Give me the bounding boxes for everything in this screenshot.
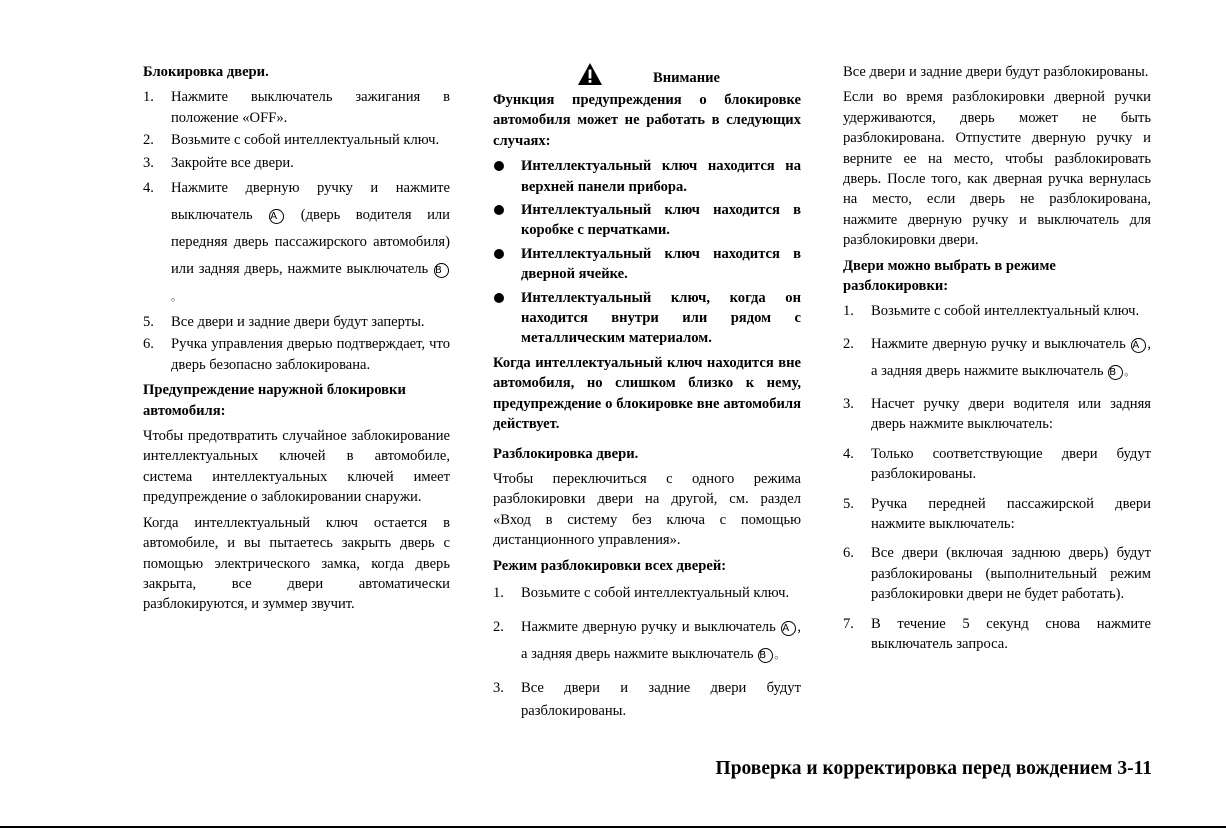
switch-a-marker-icon: A	[269, 209, 284, 224]
bullet-icon	[494, 205, 504, 215]
heading-external-lock-warning: Предупреждение наружной блокировки автомобиля:	[143, 382, 406, 419]
column-left	[143, 62, 450, 620]
list-item: Интеллектуальный ключ, когда он находится внутри или рядом с металлическим материалом.	[493, 288, 801, 349]
column-middle	[493, 62, 801, 732]
paragraph-key-inside: Когда интеллектуальный ключ остается в автомобиле, и вы пытаетесь закрыть дверь с помощью электрического замка, когда дверь закрыта, все двери автоматически разблокируются, и зуммер звучит.	[143, 514, 450, 613]
list-item: Интеллектуальный ключ находится в дверной ячейке.	[493, 244, 801, 285]
list-item: Интеллектуальный ключ находится в коробке с перчатками.	[493, 200, 801, 241]
list-item: 4. Нажмите дверную ручку и нажмите выключатель A (дверь водителя или передняя дверь пассажирского автомобиля) или задняя дверь, нажмите выключатель B。	[143, 180, 450, 304]
switch-a-marker-icon: A	[781, 621, 796, 636]
list-item: 1. Возьмите с собой интеллектуальный ключ.	[493, 584, 790, 601]
caution-bullet-list	[493, 156, 801, 349]
heading-selective-unlock: Двери можно выбрать в режиме разблокировки:	[843, 257, 1056, 295]
lock-steps-list	[143, 87, 450, 375]
switch-b-marker-icon: B	[1108, 365, 1123, 380]
selective-unlock-steps-list	[843, 301, 1151, 654]
list-item: 6. Все двери (включая заднюю дверь) будут разблокированы (выполнительный режим разблокировки двери не будет работать).	[843, 545, 1151, 603]
list-item: 3. Насчет ручку двери водителя или задняя дверь нажмите выключатель:	[843, 395, 1151, 433]
unlock-all-steps-list	[493, 581, 801, 723]
switch-b-marker-icon: B	[758, 648, 773, 663]
warning-triangle-icon	[577, 62, 603, 86]
caution-outro: Когда интеллектуальный ключ находится вне автомобиля, но слишком близко к нему, предупреждение о блокировке вне автомобиля действует.	[493, 354, 801, 433]
paragraph-handle-held: Если во время разблокировки дверной ручки удерживаются, дверь может не быть разблокирована. Отпустите дверную ручку и верните ее на место, чтобы разблокировать дверь. После того, как дверная ручка вернулась на место, если дверь не разблокирована, нажмите дверную ручку и выключатель для разблокировки двери.	[843, 89, 1151, 249]
heading-door-lock: Блокировка двери.	[143, 64, 269, 80]
paragraph-prevent-lockout: Чтобы предотвратить случайное заблокирование интеллектуальных ключей в автомобиле, система интеллектуальных ключей имеет предупреждение о заблокировании снаружи.	[143, 428, 450, 506]
switch-b-marker-icon: B	[434, 263, 449, 278]
list-item: 5. Все двери и задние двери будут заперты.	[143, 314, 425, 331]
list-item: Интеллектуальный ключ находится на верхней панели прибора.	[493, 156, 801, 197]
bullet-icon	[494, 161, 504, 171]
bullet-icon	[494, 249, 504, 259]
bottom-divider	[0, 826, 1226, 828]
list-item: 7. В течение 5 секунд снова нажмите выключатель запроса.	[843, 615, 1151, 652]
list-item: 3. Закройте все двери.	[143, 154, 294, 171]
caution-intro: Функция предупреждения о блокировке автомобиля может не работать в следующих случаях:	[493, 92, 801, 149]
list-item: 2. Нажмите дверную ручку и выключатель A , а задняя дверь нажмите выключатель B 。	[843, 335, 1151, 379]
caution-header	[493, 62, 801, 90]
list-item: 6. Ручка управления дверью подтверждает, что дверь безопасно заблокирована.	[143, 336, 450, 373]
caution-title: Внимание	[653, 70, 720, 86]
paragraph-unlock-mode-switch: Чтобы переключиться с одного режима разблокировки двери на другой, см. раздел «Вход в систему без ключа с помощью дистанционного управления».	[493, 470, 801, 549]
column-right	[843, 62, 1151, 663]
heading-door-unlock: Разблокировка двери.	[493, 445, 639, 462]
list-item: 5. Ручка передней пассажирской двери нажмите выключатель:	[843, 495, 1151, 532]
page-footer-title: Проверка и корректировка перед вождением 3-11	[715, 758, 1152, 779]
switch-a-marker-icon: A	[1131, 338, 1146, 353]
list-item: 1. Возьмите с собой интеллектуальный ключ.	[843, 303, 1140, 320]
paragraph-all-unlocked: Все двери и задние двери будут разблокированы.	[843, 64, 1149, 80]
list-item: 3. Все двери и задние двери будут разблокированы.	[493, 679, 801, 719]
list-item: 2. Нажмите дверную ручку и выключатель A , а задняя дверь нажмите выключатель B 。	[493, 618, 801, 662]
list-item: 4. Только соответствующие двери будут разблокированы.	[843, 445, 1151, 483]
list-item: 2. Возьмите с собой интеллектуальный ключ.	[143, 132, 440, 149]
bullet-icon	[494, 293, 504, 303]
list-item: 1. Нажмите выключатель зажигания в положение «OFF».	[143, 89, 450, 126]
heading-all-doors-mode: Режим разблокировки всех дверей:	[493, 557, 727, 574]
